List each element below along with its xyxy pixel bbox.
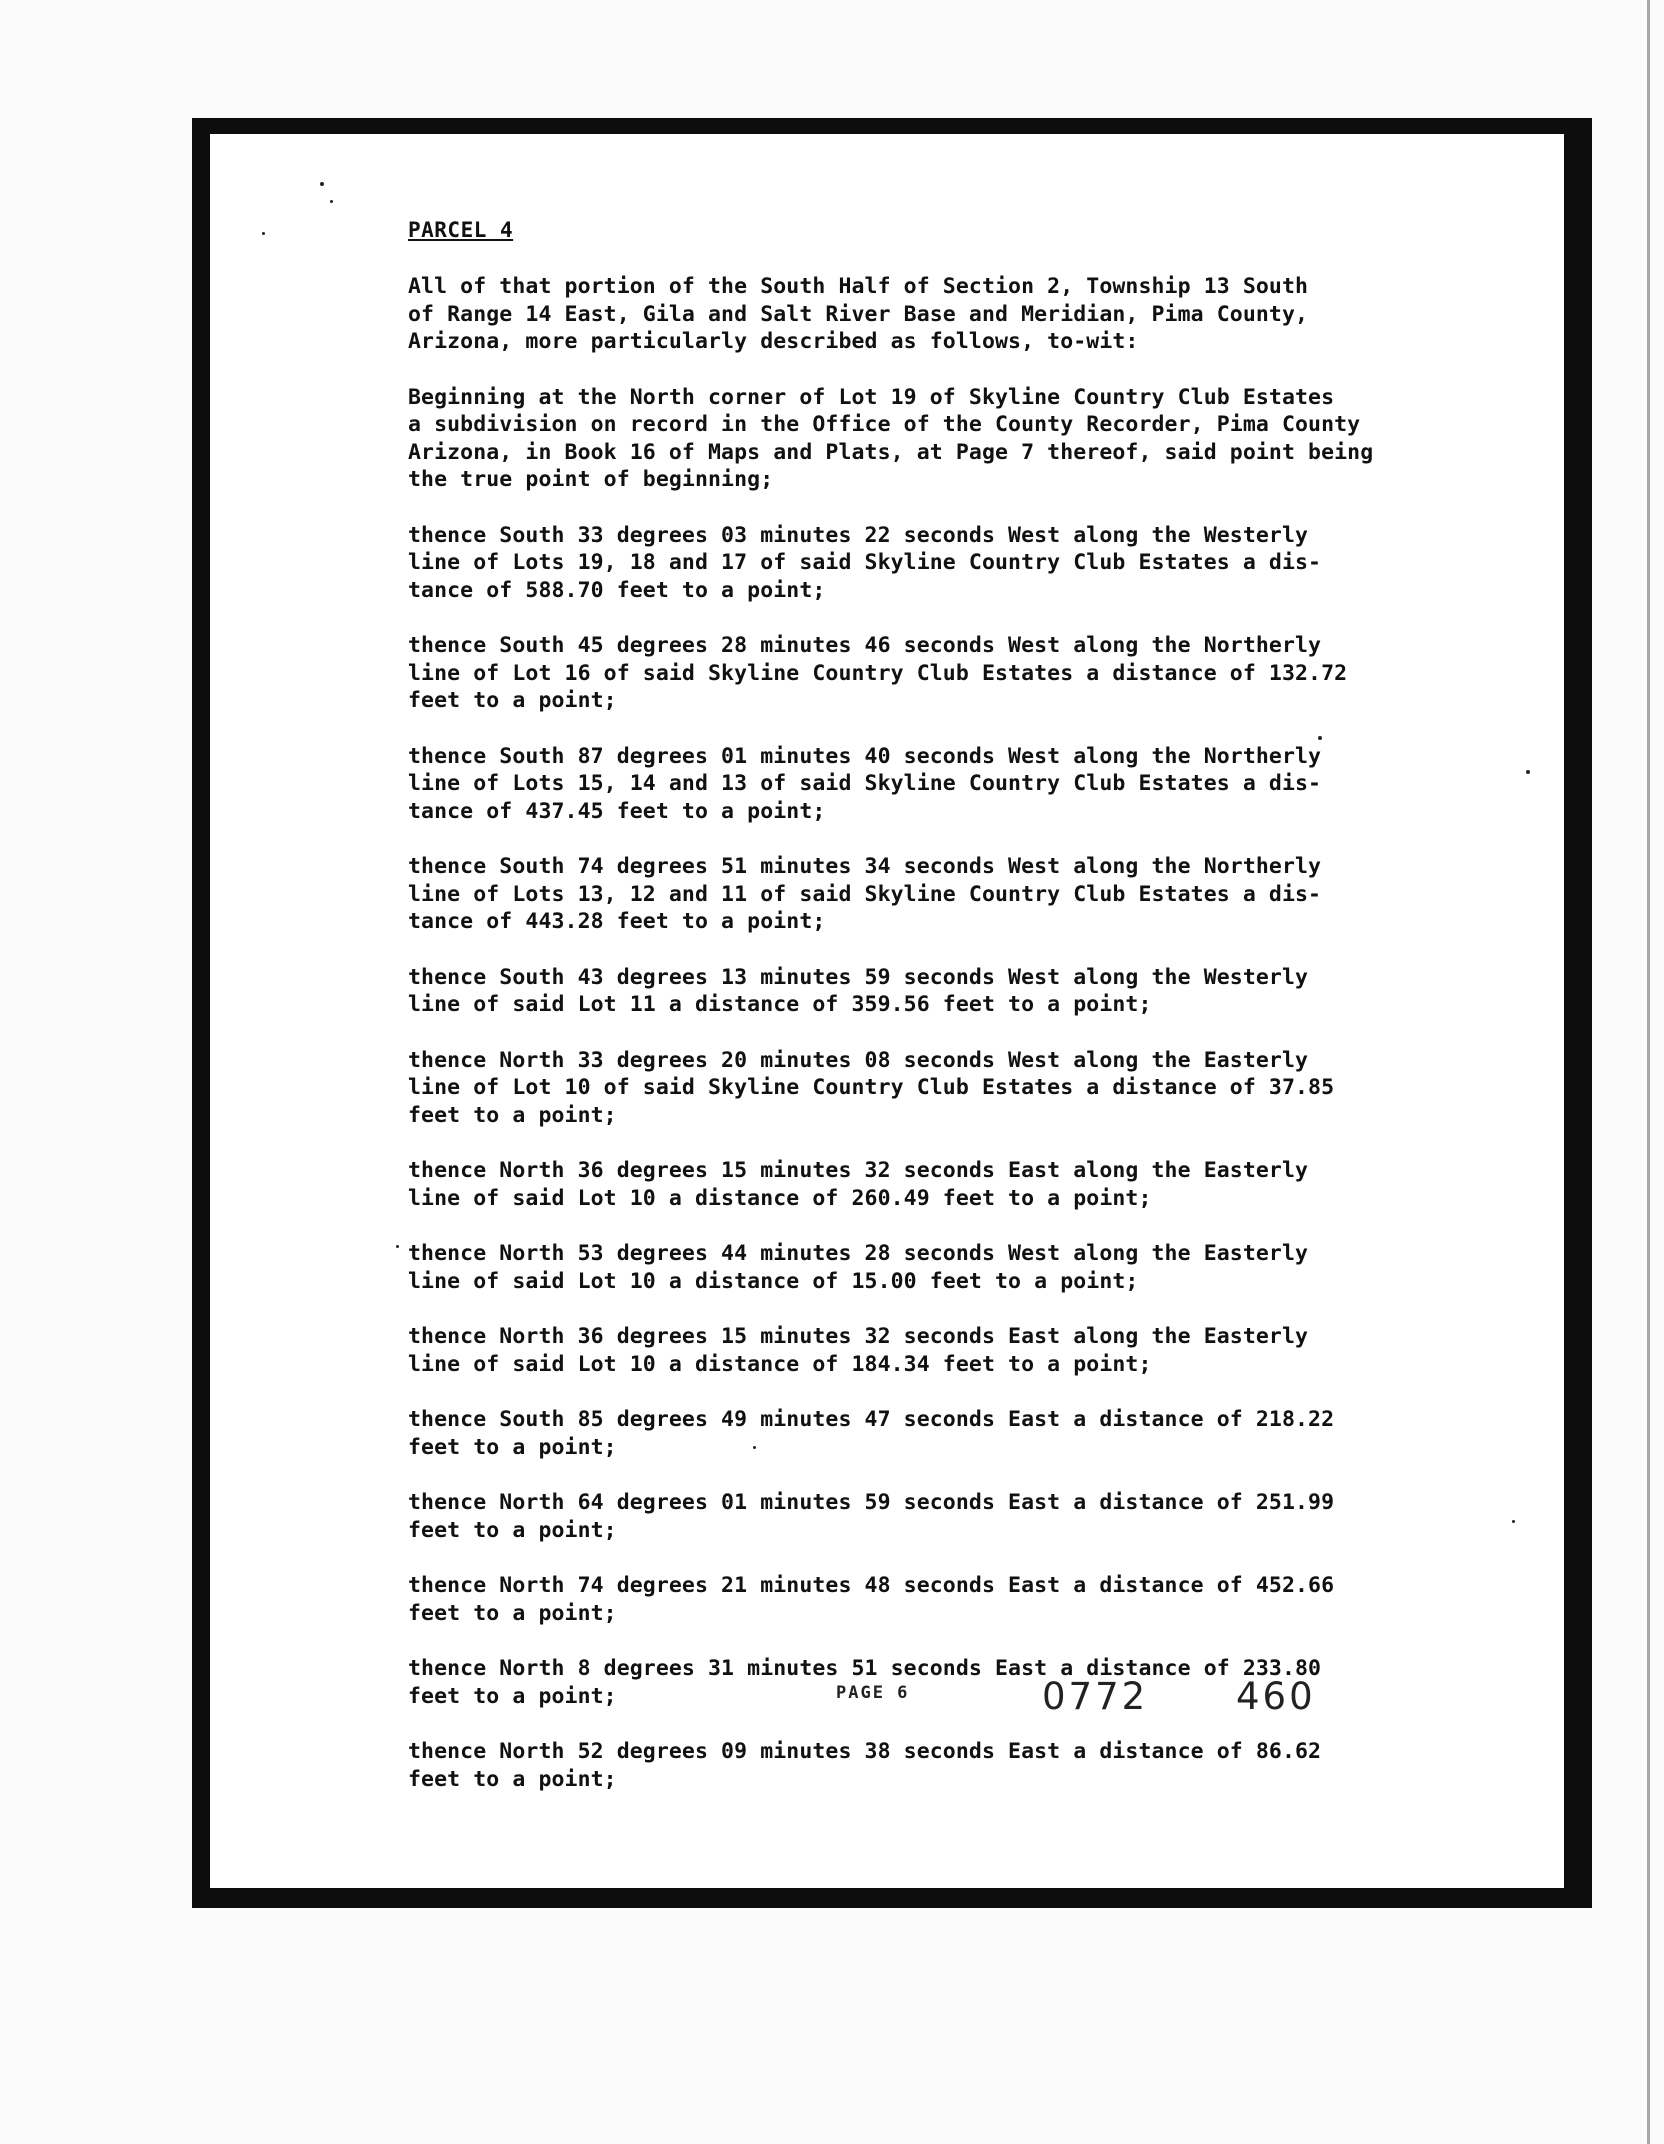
paragraph-line: of Range 14 East, Gila and Salt River Base and Meridian, Pima County, [408, 301, 1309, 327]
paragraph-line: the true point of beginning; [408, 467, 774, 492]
legal-paragraph [408, 522, 1408, 605]
document-footer [0, 1675, 1664, 1718]
legal-paragraph [408, 1157, 1408, 1212]
paragraph-line: line of said Lot 10 a distance of 184.34 feet to a point; [408, 1351, 1152, 1377]
paragraph-line: thence South 85 degrees 49 minutes 47 seconds East a distance of 218.22 [408, 1407, 1335, 1432]
legal-paragraph [408, 1489, 1408, 1544]
paragraph-line: tance of 437.45 feet to a point; [408, 798, 826, 824]
paragraph-line: thence South 43 degrees 13 minutes 59 seconds West along the Westerly [408, 964, 1309, 990]
paragraph-line: line of said Lot 11 a distance of 359.56 feet to a point; [408, 992, 1152, 1017]
paragraph-line: Beginning at the North corner of Lot 19 of Skyline Country Club Estates [408, 384, 1335, 410]
parcel-heading: PARCEL 4 [408, 218, 514, 242]
legal-paragraph [408, 273, 1408, 356]
scan-speck [330, 200, 333, 203]
paragraph-line: thence North 52 degrees 09 minutes 38 seconds East a distance of 86.62 [408, 1739, 1322, 1764]
paragraph-line: thence North 53 degrees 44 minutes 28 seconds West along the Easterly [408, 1241, 1309, 1266]
paragraph-line: All of that portion of the South Half of Section 2, Township 13 South [408, 274, 1309, 299]
legal-paragraph [408, 384, 1408, 494]
legal-paragraph [408, 853, 1408, 936]
paragraph-line: thence North 36 degrees 15 minutes 32 seconds East along the Easterly [408, 1324, 1309, 1349]
recording-book-number: 0772 [1042, 1675, 1149, 1718]
document-sheet [210, 134, 1564, 1888]
paragraph-line: thence North 33 degrees 20 minutes 08 seconds West along the Easterly [408, 1047, 1309, 1073]
legal-paragraph [408, 1406, 1408, 1461]
paragraph-line: line of Lots 15, 14 and 13 of said Skyline Country Club Estates a dis- [408, 771, 1322, 796]
paragraph-line: feet to a point; [408, 1766, 617, 1792]
paragraph-line: line of Lot 10 of said Skyline Country Club Estates a distance of 37.85 [408, 1075, 1335, 1100]
scan-speck [753, 1446, 756, 1449]
document-frame [192, 118, 1592, 1908]
paragraph-line: feet to a point; [408, 1434, 617, 1460]
scan-speck [1512, 1520, 1515, 1523]
paragraph-line: Arizona, more particularly described as follows, to-wit: [408, 329, 1139, 354]
legal-description [408, 273, 1408, 1793]
scan-speck [396, 1245, 399, 1248]
legal-paragraph [408, 1240, 1408, 1295]
paragraph-line: thence North 74 degrees 21 minutes 48 seconds East a distance of 452.66 [408, 1573, 1335, 1598]
legal-paragraph [408, 1047, 1408, 1130]
paragraph-line: tance of 443.28 feet to a point; [408, 909, 826, 934]
page-label: PAGE 6 [836, 1683, 910, 1703]
legal-paragraph [408, 743, 1408, 826]
legal-paragraph [408, 632, 1408, 715]
paragraph-line: line of said Lot 10 a distance of 260.49 feet to a point; [408, 1185, 1152, 1211]
paragraph-line: line of said Lot 10 a distance of 15.00 feet to a point; [408, 1268, 1139, 1294]
recording-page-number: 460 [1236, 1675, 1316, 1718]
paragraph-line: line of Lot 16 of said Skyline Country Club Estates a distance of 132.72 [408, 660, 1348, 686]
scan-edge-line [1647, 0, 1650, 2144]
paragraph-line: thence South 87 degrees 01 minutes 40 seconds West along the Northerly [408, 743, 1322, 769]
paragraph-line: thence North 8 degrees 31 minutes 51 seconds East a distance of 233.80 [408, 1656, 1322, 1681]
paragraph-line: feet to a point; [408, 1102, 617, 1128]
paragraph-line: a subdivision on record in the Office of the County Recorder, Pima County [408, 412, 1361, 437]
paragraph-line: feet to a point; [408, 1517, 617, 1543]
legal-paragraph [408, 1572, 1408, 1627]
paragraph-line: feet to a point; [408, 688, 617, 713]
paragraph-line: feet to a point; [408, 1600, 617, 1626]
scan-speck [320, 182, 324, 186]
paragraph-line: thence South 45 degrees 28 minutes 46 seconds West along the Northerly [408, 633, 1322, 658]
legal-paragraph [408, 1738, 1408, 1793]
paragraph-line: thence South 33 degrees 03 minutes 22 seconds West along the Westerly [408, 522, 1309, 548]
paragraph-line: line of Lots 13, 12 and 11 of said Skyline Country Club Estates a dis- [408, 881, 1322, 907]
paragraph-line: thence North 36 degrees 15 minutes 32 seconds East along the Easterly [408, 1158, 1309, 1183]
paragraph-line: feet to a point; [408, 1683, 617, 1709]
paragraph-line: tance of 588.70 feet to a point; [408, 577, 826, 603]
scan-speck [1526, 770, 1530, 774]
paragraph-line: thence South 74 degrees 51 minutes 34 seconds West along the Northerly [408, 854, 1322, 879]
document-body [408, 216, 1408, 1821]
paragraph-line: line of Lots 19, 18 and 17 of said Skyline Country Club Estates a dis- [408, 550, 1322, 575]
legal-paragraph [408, 1323, 1408, 1378]
paragraph-line: Arizona, in Book 16 of Maps and Plats, at Page 7 thereof, said point being [408, 439, 1374, 465]
paragraph-line: thence North 64 degrees 01 minutes 59 seconds East a distance of 251.99 [408, 1490, 1335, 1515]
scan-speck [1318, 736, 1322, 740]
legal-paragraph [408, 964, 1408, 1019]
scan-speck [262, 232, 265, 235]
